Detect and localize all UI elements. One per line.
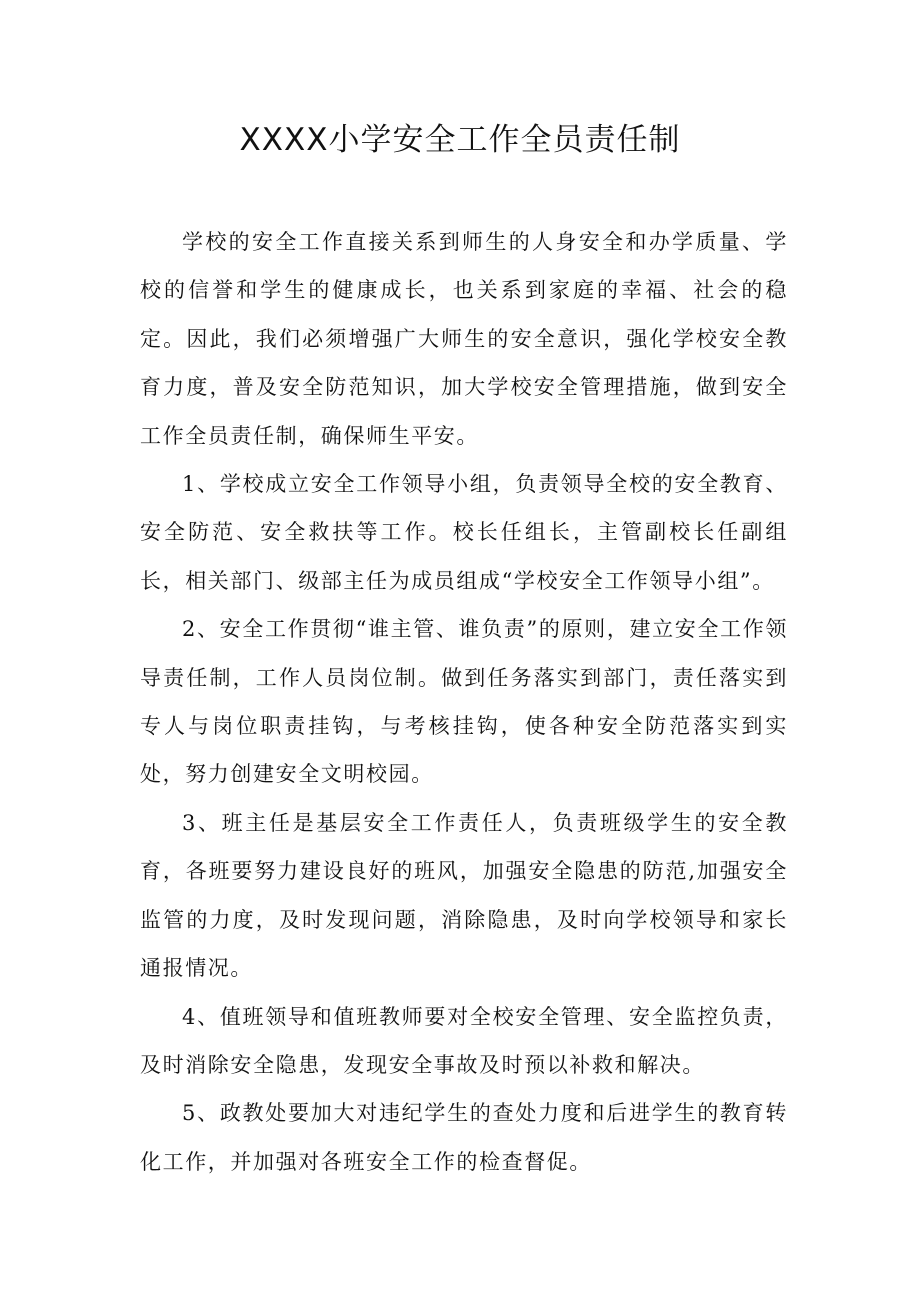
- paragraph-item-1: 1、学校成立安全工作领导小组，负责领导全校的安全教育、安全防范、安全救扶等工作。校长任组长，主管副校长任副组长，相关部门、级部主任为成员组成“学校安全工作领导小组”。: [140, 472, 788, 593]
- paragraph-intro: 学校的安全工作直接关系到师生的人身安全和办学质量、学校的信誉和学生的健康成长，也关系到家庭的幸福、社会的稳定。因此，我们必须增强广大师生的安全意识，强化学校安全教育力度，普及安全防范知识，加大学校安全管理措施，做到安全工作全员责任制，确保师生平安。: [140, 230, 788, 448]
- paragraph-item-2: 2、安全工作贯彻“谁主管、谁负责”的原则，建立安全工作领导责任制，工作人员岗位制。做到任务落实到部门，责任落实到专人与岗位职责挂钩，与考核挂钩，使各种安全防范落实到实处，努力创建安全文明校园。: [140, 617, 788, 787]
- document-body: [140, 218, 788, 1186]
- paragraph-item-3: 3、班主任是基层安全工作责任人，负责班级学生的安全教育，各班要努力建设良好的班风，加强安全隐患的防范,加强安全监管的力度，及时发现问题，消除隐患，及时向学校领导和家长通报情况。: [140, 810, 788, 981]
- document-title: XXXX小学安全工作全员责任制: [239, 122, 681, 158]
- paragraph-item-4: 4、值班领导和值班教师要对全校安全管理、安全监控负责，及时消除安全隐患，发现安全事故及时预以补救和解决。: [140, 1004, 788, 1077]
- paragraph-item-5: 5、政教处要加大对违纪学生的查处力度和后进学生的教育转化工作，并加强对各班安全工作的检查督促。: [140, 1101, 788, 1174]
